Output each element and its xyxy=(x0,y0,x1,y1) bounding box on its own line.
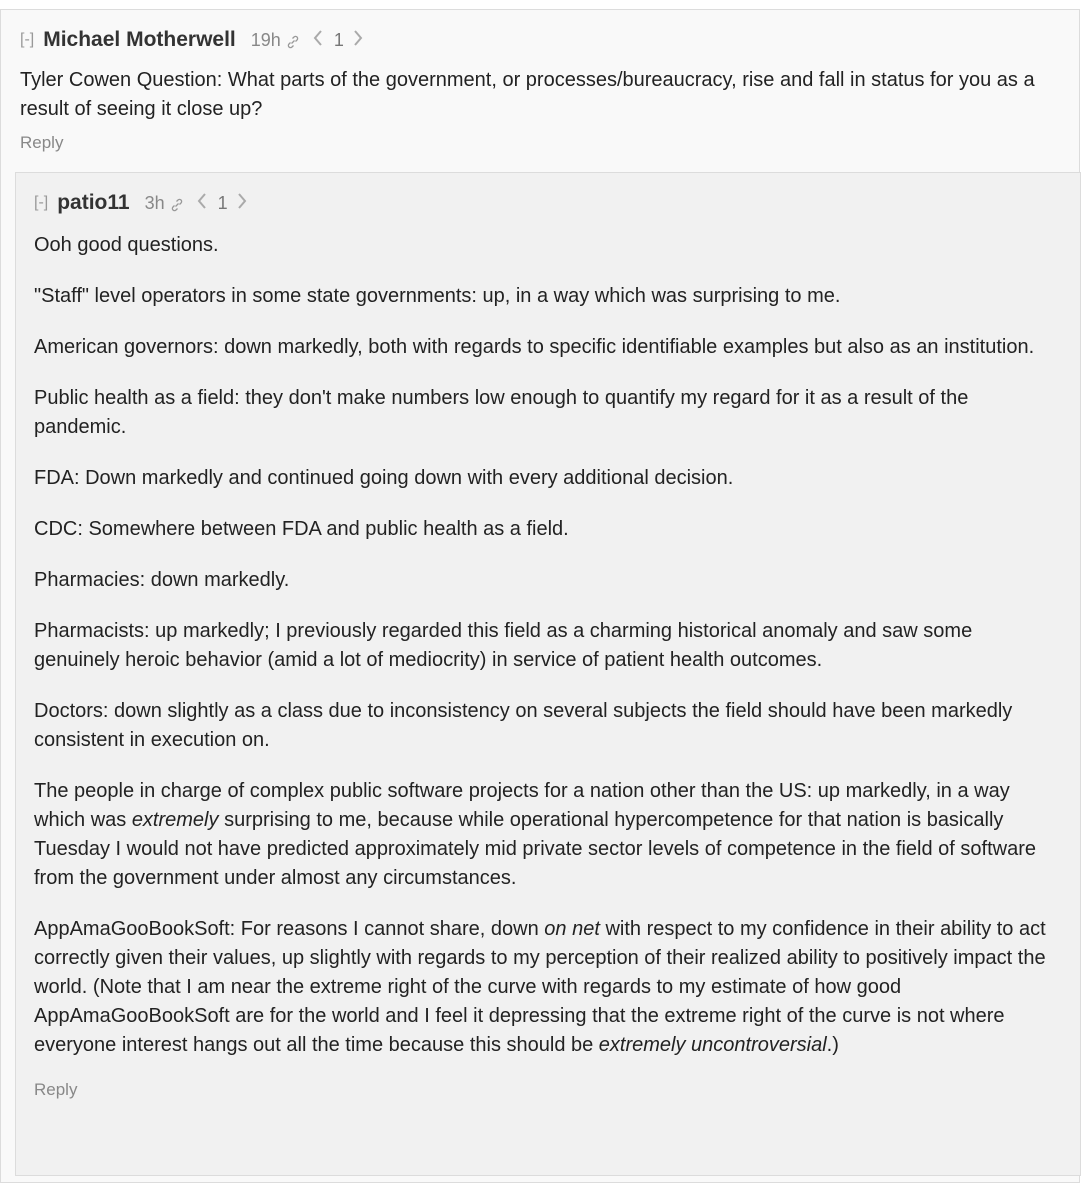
chevron-left-icon[interactable] xyxy=(196,192,208,214)
comment-thread xyxy=(0,9,1080,1183)
comment-paragraph: CDC: Somewhere between FDA and public health as a field. xyxy=(34,518,569,540)
text-run: AppAmaGooBookSoft: For reasons I cannot share, down xyxy=(34,918,545,940)
collapse-toggle[interactable]: [-] xyxy=(34,194,49,211)
comment-time[interactable]: 3h xyxy=(144,192,165,213)
comment-body xyxy=(20,66,1059,124)
comment-paragraph xyxy=(34,915,1062,1060)
comment-paragraph: "Staff" level operators in some state governments: up, in a way which was surprising to me. xyxy=(34,285,841,307)
comment-paragraph: Doctors: down slightly as a class due to inconsistency on several subjects the field should have been markedly consistent in execution on. xyxy=(34,700,1013,751)
text-run: .) xyxy=(826,1034,839,1056)
comment-author[interactable]: Michael Motherwell xyxy=(43,28,236,51)
comment-paragraph: Public health as a field: they don't make numbers low enough to quantify my regard for it as a result of the pandemic. xyxy=(34,387,969,438)
collapse-toggle[interactable]: [-] xyxy=(20,31,35,48)
comment-meta xyxy=(34,189,1062,217)
emphasis: extremely xyxy=(131,809,219,831)
child-count: 1 xyxy=(333,29,344,50)
comment-author[interactable]: patio11 xyxy=(57,191,130,214)
reply-button[interactable]: Reply xyxy=(20,133,64,152)
text-run: The people in charge of complex public software projects for a nation other than the US: up markedly, in a way which was xyxy=(34,780,1010,831)
parent-comment xyxy=(1,10,1079,153)
chevron-right-icon[interactable] xyxy=(352,29,364,51)
comment-body xyxy=(34,231,1062,1060)
comment-meta xyxy=(20,26,1059,54)
comment-paragraph: Ooh good questions. xyxy=(34,234,219,256)
comment-paragraph xyxy=(34,777,1062,893)
child-comment xyxy=(15,172,1081,1176)
reply-button[interactable]: Reply xyxy=(34,1080,78,1099)
emphasis: on net xyxy=(544,918,600,940)
comment-paragraph: Pharmacists: up markedly; I previously regarded this field as a charming historical anomaly and saw some genuinely heroic behavior (amid a lot of mediocrity) in service of patient health outcomes. xyxy=(34,620,973,671)
chevron-left-icon[interactable] xyxy=(312,29,324,51)
child-count: 1 xyxy=(217,192,228,213)
text-run: with respect to my confidence in their ability to act correctly given their values, up slightly with regards to my perception of their realized ability to positively impact the world. (Note that I am near the extreme right of the curve with regards to my estimate of how good AppAmaGooBookSoft are for the world and I feel it depressing that the extreme right of the curve is not where everyone interest hangs out all the time because this should be xyxy=(34,918,1046,1056)
link-icon[interactable] xyxy=(170,196,184,210)
comment-paragraph: Pharmacies: down markedly. xyxy=(34,569,290,591)
comment-paragraph: Tyler Cowen Question: What parts of the government, or processes/bureaucracy, rise and fall in status for you as a result of seeing it close up? xyxy=(20,69,1035,120)
comment-paragraph: FDA: Down markedly and continued going down with every additional decision. xyxy=(34,467,734,489)
text-run: surprising to me, because while operational hypercompetence for that nation is basically Tuesday I would not have predicted approximately mid private sector levels of competence in the field of software from the government under almost any circumstances. xyxy=(34,809,1037,889)
comment-time[interactable]: 19h xyxy=(250,29,281,50)
chevron-right-icon[interactable] xyxy=(236,192,248,214)
link-icon[interactable] xyxy=(286,33,300,47)
comment-paragraph: American governors: down markedly, both with regards to specific identifiable examples but also as an institution. xyxy=(34,336,1035,358)
emphasis: extremely uncontroversial xyxy=(598,1034,827,1056)
